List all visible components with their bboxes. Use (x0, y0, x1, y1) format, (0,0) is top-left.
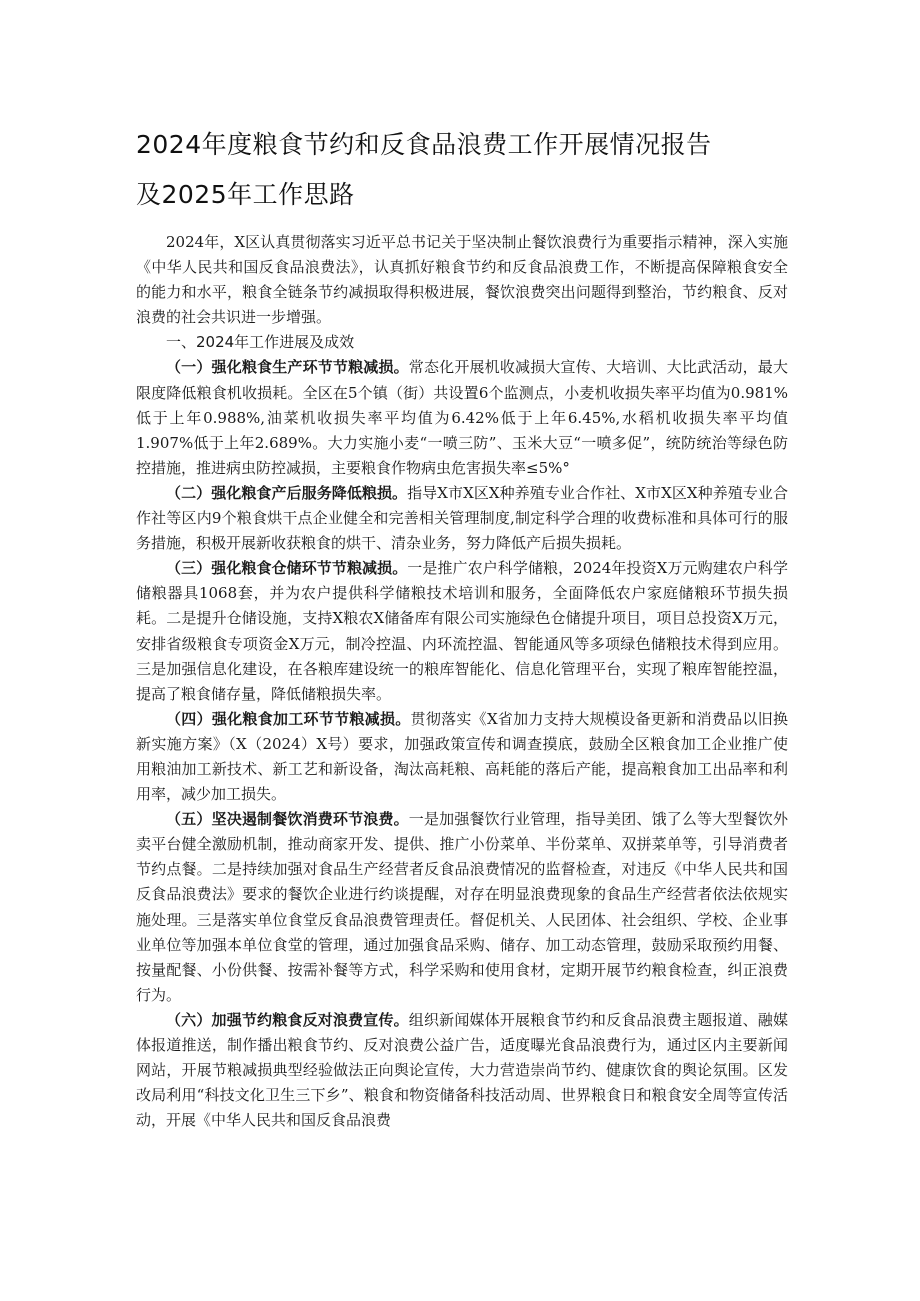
paragraph-item-6 (136, 1008, 788, 1133)
paragraph-text: 贯彻落实《X省加力支持大规模设备更新和消费品以旧换新实施方案》（X（2024）X号）要求，加强政策宣传和调查摸底，鼓励全区粮食加工企业推广使用粮油加工新技术、新工艺和新设备，淘汰高耗粮、高耗能的落后产能，提高粮食加工出品率和利用率，减少加工损失。 (136, 709, 788, 804)
paragraph-item-4 (136, 707, 788, 807)
paragraph-text: 指导X市X区X种养殖专业合作社、X市X区X种养殖专业合作社等区内9个粮食烘干点企业健全和完善相关管理制度,制定科学合理的收费标准和具体可行的服务措施，积极开展新收获粮食的烘干、清杂业务，努力降低产后损失损耗。 (136, 483, 788, 553)
paragraph-lead: （五）坚决遏制餐饮消费环节浪费。 (166, 810, 409, 829)
paragraph-lead: （六）加强节约粮食反对浪费宣传。 (166, 1010, 409, 1029)
paragraph-text: 组织新闻媒体开展粮食节约和反食品浪费主题报道、融媒体报道推送，制作播出粮食节约、反对浪费公益广告，适度曝光食品浪费行为，通过区内主要新闻网站，开展节粮减损典型经验做法正向舆论宣传，大力营造崇尚节约、健康饮食的舆论氛围。区发改局利用“科技文化卫生三下乡”、粮食和物资储备科技活动周、世界粮食日和粮食安全周等宣传活动，开展《中华人民共和国反食品浪费 (136, 1010, 788, 1130)
section-heading-1: 一、2024年工作进展及成效 (166, 333, 355, 352)
paragraph-lead: （二）强化粮食产后服务降低粮损。 (166, 483, 408, 502)
paragraph-item-5 (136, 807, 788, 1008)
paragraph-lead: （三）强化粮食仓储环节节粮减损。 (166, 559, 408, 578)
paragraph-text: 常态化开展机收减损大宣传、大培训、大比武活动，最大限度降低粮食机收损耗。全区在5个镇（街）共设置6个监测点，小麦机收损失率平均值为0.981%低于上年0.988%,油菜机收损失率平均值为6.42%低于上年6.45%,水稻机收损失率平均值1.907%低于上年2.689%。大力实施小麦“一喷三防”、玉米大豆“一喷多促”，统防统治等绿色防控措施，推进病虫防控减损，主要粮食作物病虫危害损失率≤5%° (136, 358, 788, 477)
document-page (136, 120, 788, 1133)
paragraph-lead: （一）强化粮食生产环节节粮减损。 (166, 358, 409, 377)
paragraph-text: 一是加强餐饮行业管理，指导美团、饿了么等大型餐饮外卖平台健全激励机制，推动商家开发、提供、推广小份菜单、半份菜单、双拼菜单等，引导消费者节约点餐。二是持续加强对食品生产经营者反食品浪费情况的监督检查，对违反《中华人民共和国反食品浪费法》要求的餐饮企业进行约谈提醒，对存在明显浪费现象的食品生产经营者依法依规实施处理。三是落实单位食堂反食品浪费管理责任。督促机关、人民团体、社会组织、学校、企业事业单位等加强本单位食堂的管理，通过加强食品采购、储存、加工动态管理，鼓励采取预约用餐、按量配餐、小份供餐、按需补餐等方式，科学采购和使用食材，定期开展节约粮食检查，纠正浪费行为。 (136, 810, 788, 1004)
paragraph-lead: （四）强化粮食加工环节节粮减损。 (166, 709, 411, 728)
paragraph-item-2 (136, 481, 788, 556)
title-line-1: 2024年度粮食节约和反食品浪费工作开展情况报告 (136, 130, 712, 159)
document-title (136, 120, 788, 220)
document-body (136, 230, 788, 1133)
paragraph-text: 一是推广农户科学储粮，2024年投资X万元购建农户科学储粮器具1068套，并为农户提供科学储粮技术培训和服务，全面降低农户家庭储粮环节损失损耗。二是提升仓储设施，支持X粮农X储备库有限公司实施绿色仓储提升项目，项目总投资X万元，安排省级粮食专项资金X万元，制冷控温、内环流控温、智能通风等多项绿色储粮技术得到应用。三是加强信息化建设，在各粮库建设统一的粮库智能化、信息化管理平台，实现了粮库智能控温，提高了粮食储存量，降低储粮损失率。 (136, 559, 788, 703)
title-line-2: 及2025年工作思路 (136, 180, 355, 209)
intro-paragraph: 2024年，X区认真贯彻落实习近平总书记关于坚决制止餐饮浪费行为重要指示精神，深入实施《中华人民共和国反食品浪费法》，认真抓好粮食节约和反食品浪费工作，不断提高保障粮食安全的能力和水平，粮食全链条节约减损取得积极进展，餐饮浪费突出问题得到整治，节约粮食、反对浪费的社会共识进一步增强。 (136, 233, 788, 327)
paragraph-item-1 (136, 355, 788, 480)
paragraph-item-3 (136, 556, 788, 707)
